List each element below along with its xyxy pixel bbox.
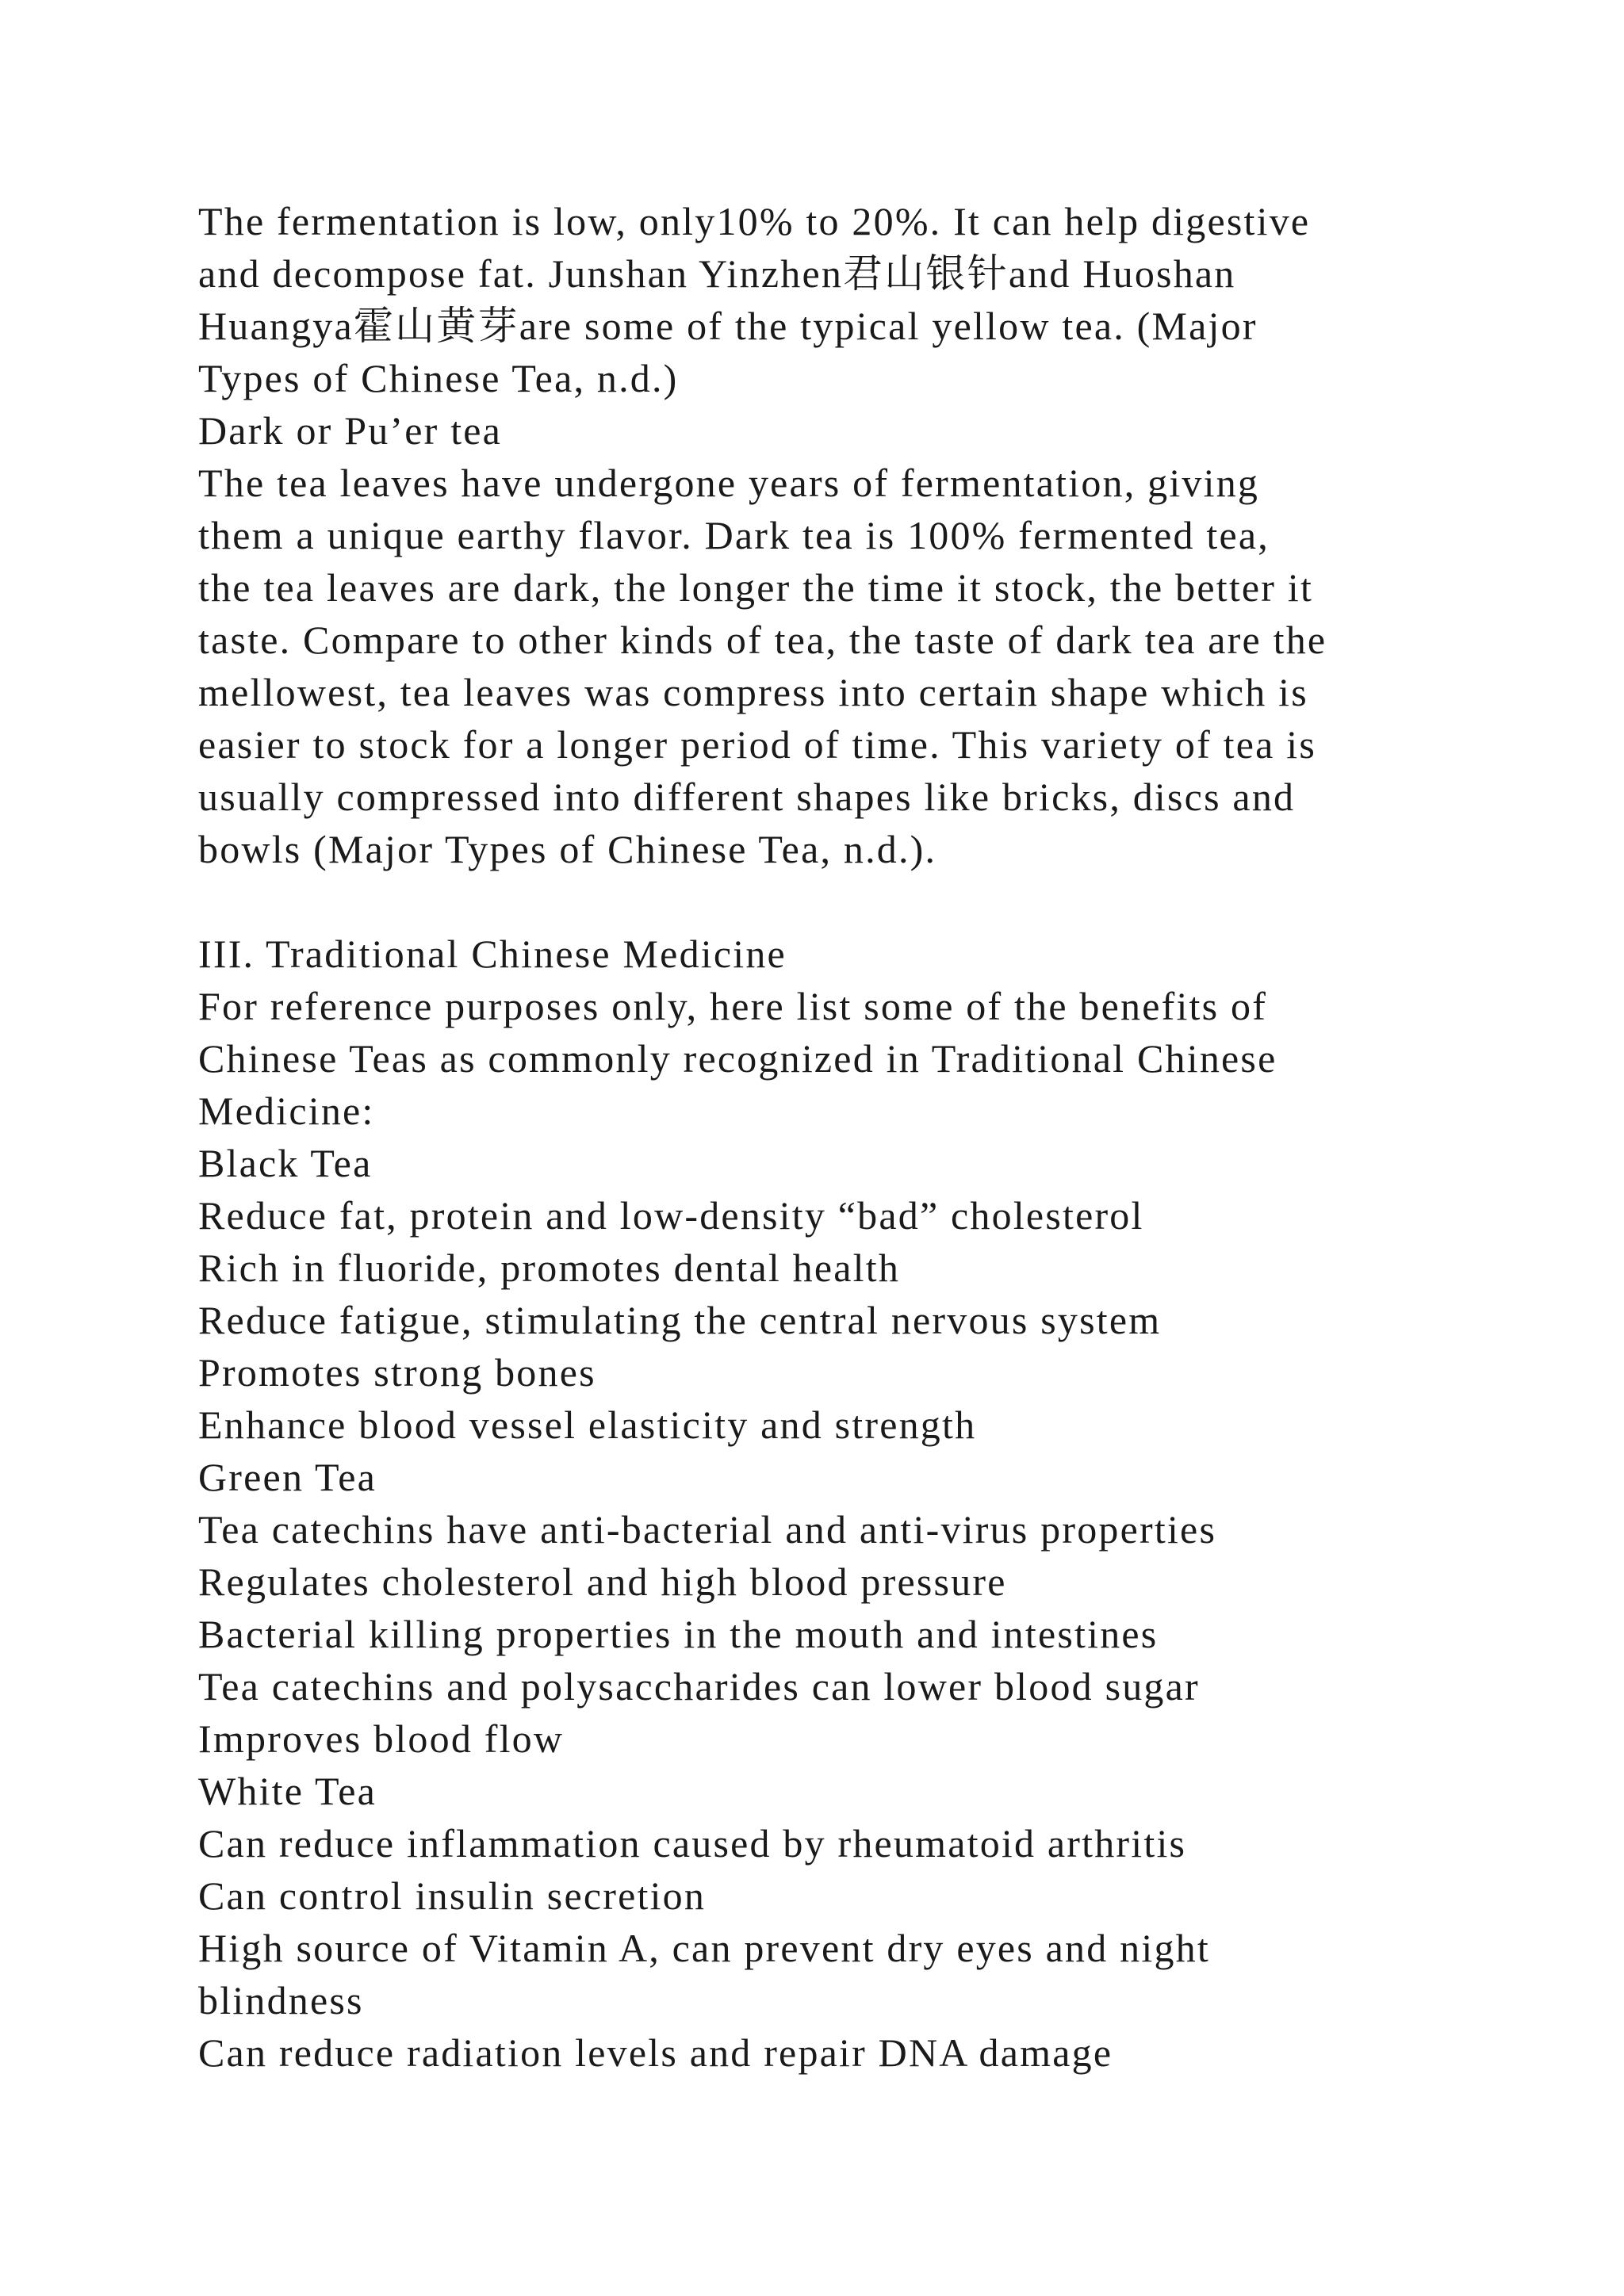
green-tea-item: Tea catechins have anti-bacterial and anti-virus properties (198, 1507, 1217, 1552)
dark-tea-line: usually compressed into different shapes like bricks, discs and (198, 775, 1296, 819)
dark-tea-line: easier to stock for a longer period of time. This variety of tea is (198, 722, 1316, 767)
dark-tea-line: taste. Compare to other kinds of tea, the taste of dark tea are the (198, 618, 1327, 662)
green-tea-item: Improves blood flow (198, 1716, 565, 1761)
black-tea-item: Reduce fat, protein and low-density “bad” cholesterol (198, 1193, 1144, 1238)
intro-line: Medicine: (198, 1089, 375, 1133)
white-tea-item: blindness (198, 1978, 364, 2022)
green-tea-item: Regulates cholesterol and high blood pressure (198, 1559, 1007, 1604)
black-tea-item: Reduce fatigue, stimulating the central nervous system (198, 1298, 1162, 1342)
dark-tea-line: the tea leaves are dark, the longer the time it stock, the better it (198, 565, 1314, 610)
dark-tea-line: bowls (Major Types of Chinese Tea, n.d.). (198, 827, 937, 871)
section-heading: III. Traditional Chinese Medicine (198, 932, 787, 976)
green-tea-item: Tea catechins and polysaccharides can lower blood sugar (198, 1664, 1200, 1709)
black-tea-item: Promotes strong bones (198, 1350, 596, 1395)
white-tea-heading: White Tea (198, 1769, 377, 1813)
yellow-tea-line: The fermentation is low, only10% to 20%. It can help digestive (198, 199, 1311, 243)
dark-tea-line: mellowest, tea leaves was compress into certain shape which is (198, 670, 1308, 714)
black-tea-item: Enhance blood vessel elasticity and strength (198, 1402, 977, 1447)
yellow-tea-line: and decompose fat. Junshan Yinzhen君山银针and Huoshan (198, 251, 1236, 296)
green-tea-heading: Green Tea (198, 1455, 377, 1499)
black-tea-item: Rich in fluoride, promotes dental health (198, 1246, 901, 1290)
yellow-tea-line: Huangya霍山黄芽are some of the typical yellow tea. (Major (198, 304, 1258, 348)
yellow-tea-line: Types of Chinese Tea, n.d.) (198, 356, 679, 400)
document-body (198, 195, 1435, 2079)
dark-tea-line: them a unique earthy flavor. Dark tea is 100% fermented tea, (198, 513, 1270, 557)
black-tea-heading: Black Tea (198, 1141, 373, 1185)
intro-line: Chinese Teas as commonly recognized in Traditional Chinese (198, 1036, 1277, 1081)
paragraph-spacer (198, 875, 1435, 928)
white-tea-item: Can reduce inflammation caused by rheumatoid arthritis (198, 1821, 1187, 1866)
white-tea-item: Can reduce radiation levels and repair DNA damage (198, 2030, 1113, 2075)
white-tea-item: Can control insulin secretion (198, 1873, 707, 1918)
dark-tea-heading: Dark or Pu’er tea (198, 408, 503, 453)
green-tea-item: Bacterial killing properties in the mouth and intestines (198, 1612, 1159, 1656)
white-tea-item: High source of Vitamin A, can prevent dry eyes and night (198, 1926, 1210, 1970)
intro-line: For reference purposes only, here list some of the benefits of (198, 984, 1268, 1028)
dark-tea-line: The tea leaves have undergone years of fermentation, giving (198, 461, 1260, 505)
